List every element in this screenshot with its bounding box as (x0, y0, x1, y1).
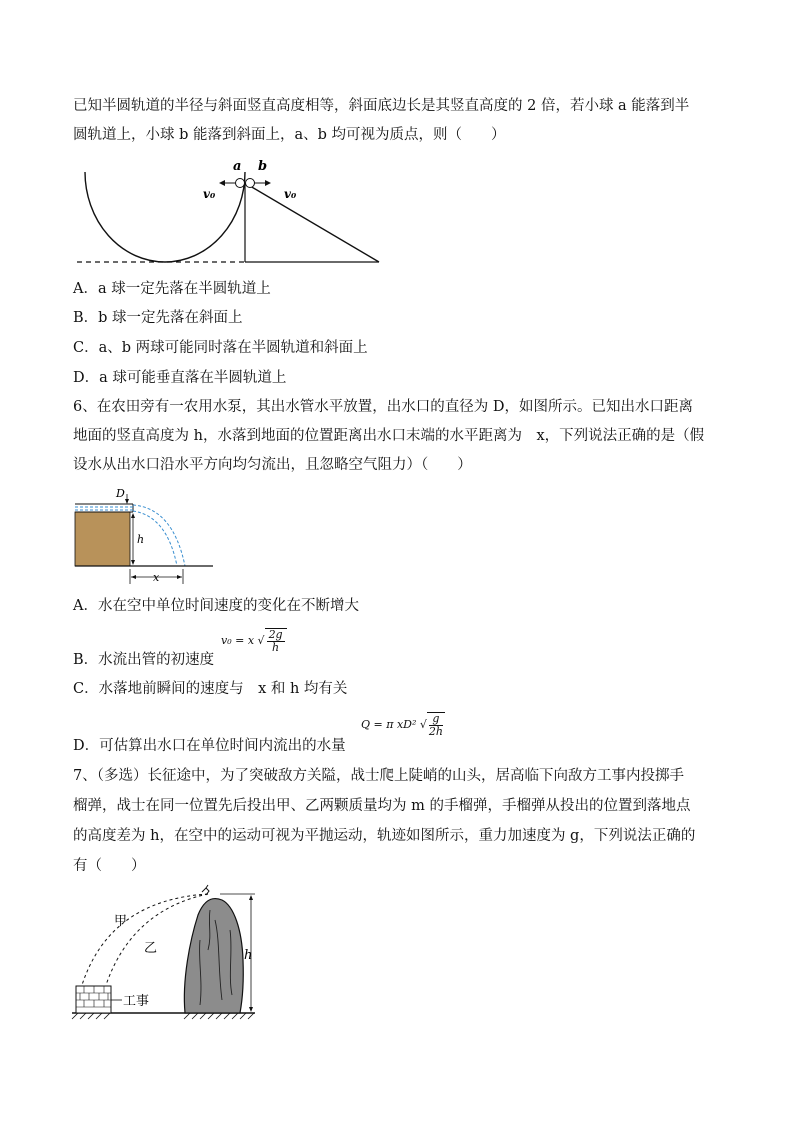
q7-stem-line-4: 有（ ） (73, 858, 146, 874)
formula-b-num: 2g (268, 628, 283, 641)
q7-stem-line-1: 7、（多选）长征途中，为了突破敌方关隘，战士爬上陡峭的山头，居高临下向敌方工事内投掷手 (73, 768, 684, 784)
q5-stem-line-1: 已知半圆轨道的半径与斜面竖直高度相等，斜面底边长是其竖直高度的 2 倍，若小球 a 能落到半 (73, 98, 690, 114)
q7-stem-line-2: 榴弹，战士在同一位置先后投出甲、乙两颗质量均为 m 的手榴弹，手榴弹从投出的位置到落地点 (73, 798, 691, 814)
q6-figure (73, 484, 218, 590)
q6-option-b: B．水流出管的初速度 (73, 652, 215, 668)
label-v0-right: v₀ (284, 187, 297, 201)
label-h: h (137, 533, 145, 546)
q6-stem-line-2: 地面的竖直高度为 h，水落到地面的位置距离出水口末端的水平距离为 x，下列说法正确的是（假 (73, 428, 705, 444)
label-v0-left: v₀ (203, 187, 216, 201)
formula-d-den: 2h (428, 725, 443, 738)
sqrt-sign: √ (257, 634, 265, 647)
q5-option-c: C．a、b 两球可能同时落在半圆轨道和斜面上 (73, 340, 368, 356)
q5-stem-line-2: 圆轨道上，小球 b 能落到斜面上，a、b 均可视为质点，则（ ） (73, 127, 506, 143)
q5-option-b: B．b 球一定先落在斜面上 (73, 310, 243, 326)
q6-option-a: A．水在空中单位时间速度的变化在不断增大 (73, 598, 359, 614)
ball-a (236, 179, 245, 188)
q6-option-c: C．水落地前瞬间的速度与 x 和 h 均有关 (73, 681, 348, 697)
q6-stem-line-3: 设水从出水口沿水平方向均匀流出，且忽略空气阻力）（ ） (73, 457, 472, 473)
q6-stem-line-1: 6、在农田旁有一农用水泵，其出水管水平放置，出水口的直径为 D，如图所示。已知出水口距离 (73, 399, 693, 415)
label-x: x (153, 571, 160, 584)
label-b: b (258, 159, 268, 174)
formula-b-lhs: v₀ = x (221, 634, 255, 647)
label-jia: 甲 (114, 914, 128, 929)
q6-option-b-formula (221, 628, 287, 654)
label-a: a (233, 159, 242, 174)
q7-figure (70, 880, 270, 1025)
q5-option-d: D．a 球可能垂直落在半圆轨道上 (73, 370, 287, 386)
q5-option-a: A．a 球一定先落在半圆轨道上 (73, 281, 271, 297)
formula-d-num: g (429, 713, 443, 726)
label-yi: 乙 (144, 941, 158, 956)
q6-option-d-formula (361, 712, 445, 738)
ball-b (246, 179, 255, 188)
formula-d-lhs: Q = π xD² (361, 718, 417, 731)
mountain (184, 899, 243, 1013)
label-D: D (116, 487, 125, 500)
formula-b-den: h (272, 641, 280, 654)
sqrt-sign: √ (419, 718, 427, 731)
soldier-icon (202, 885, 209, 895)
q5-figure (73, 150, 393, 268)
q6-option-d: D．可估算出水口在单位时间内流出的水量 (73, 738, 346, 754)
label-h: h (244, 948, 253, 963)
q7-stem-line-3: 的高度差为 h，在空中的运动可视为平抛运动，轨迹如图所示，重力加速度为 g，下列说法正确的 (73, 828, 696, 844)
label-gongshi: 工事 (123, 994, 150, 1009)
